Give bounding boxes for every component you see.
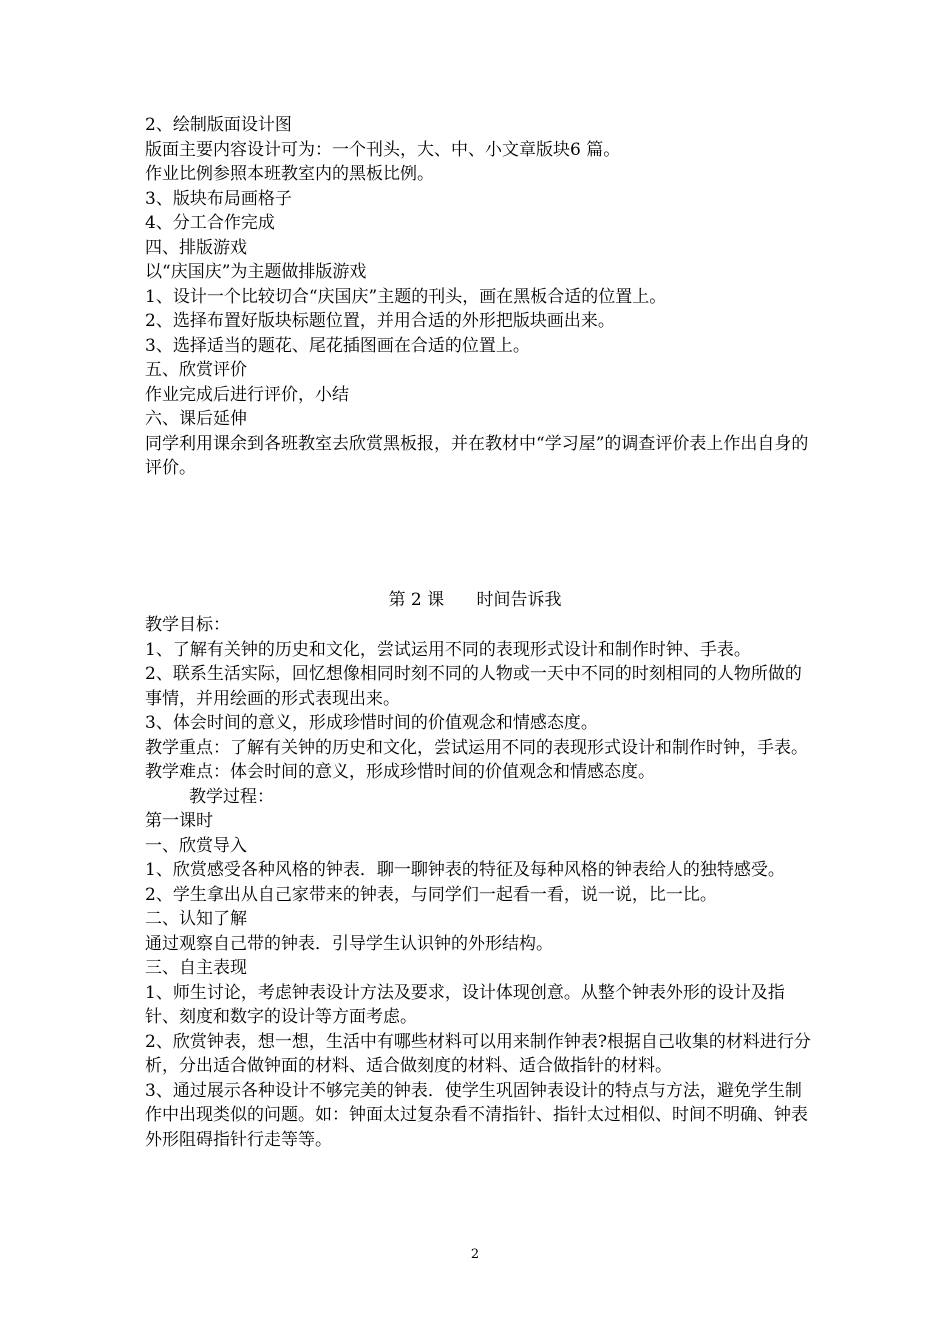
heading-appreciation-intro: 一、欣赏导入 bbox=[145, 835, 247, 856]
paragraph: 3、版块布局画格子 bbox=[145, 188, 292, 209]
paragraph: 1、师生讨论，考虑钟表设计方法及要求，设计体现创意。从整个钟表外形的设计及指针、刻度和数字的设计等方面考虑。 bbox=[145, 982, 785, 1027]
paragraph: 2、学生拿出从自己家带来的钟表，与同学们一起看一看，说一说，比一比。 bbox=[145, 884, 717, 905]
heading-extension: 六、课后延伸 bbox=[145, 409, 247, 429]
heading-teaching-process: 教学过程： bbox=[189, 786, 274, 807]
paragraph: 2、联系生活实际，回忆想像相同时刻不同的人物或一天中不同的时刻相同的人物所做的事情，并用绘画的形式表现出来。 bbox=[145, 664, 802, 709]
paragraph: 作业完成后进行评价，小结 bbox=[145, 384, 349, 405]
paragraph-difficulties: 教学难点：体会时间的意义，形成珍惜时间的价值观念和情感态度。 bbox=[145, 762, 655, 782]
lesson-title: 第 2 课 时间告诉我 bbox=[388, 590, 562, 610]
heading-cognition: 二、认知了解 bbox=[145, 909, 247, 929]
paragraph: 2、欣赏钟表，想一想，生活中有哪些材料可以用来制作钟表?根据自己收集的材料进行分析，分出适合做钟面的材料、适合做刻度的材料、适合做指针的材料。 bbox=[145, 1031, 811, 1076]
page-number: 2 bbox=[470, 1247, 480, 1262]
paragraph: 2、绘制版面设计图 bbox=[145, 115, 292, 135]
section-lesson2 bbox=[145, 613, 813, 1152]
section-lesson1-continued bbox=[145, 113, 813, 481]
heading-evaluation: 五、欣赏评价 bbox=[145, 360, 247, 380]
paragraph: 2、选择布置好版块标题位置，并用合适的外形把版块画出来。 bbox=[145, 311, 615, 331]
paragraph: 1、设计一个比较切合“庆国庆”主题的刊头，画在黑板合适的位置上。 bbox=[145, 286, 667, 307]
paragraph-key-points: 教学重点：了解有关钟的历史和文化，尝试运用不同的表现形式设计和制作时钟，手表。 bbox=[145, 737, 808, 758]
heading-self-expression: 三、自主表现 bbox=[145, 958, 247, 978]
paragraph: 1、欣赏感受各种风格的钟表．聊一聊钟表的特征及每种风格的钟表给人的独特感受。 bbox=[145, 860, 785, 880]
paragraph: 以“庆国庆”为主题做排版游戏 bbox=[145, 262, 367, 282]
heading-first-period: 第一课时 bbox=[145, 811, 213, 831]
paragraph: 3、选择适当的题花、尾花插图画在合适的位置上。 bbox=[145, 335, 530, 356]
paragraph: 作业比例参照本班教室内的黑板比例。 bbox=[145, 164, 434, 184]
paragraph: 同学利用课余到各班教室去欣赏黑板报，并在教材中“学习屋”的调查评价表上作出自身的评价。 bbox=[145, 433, 809, 478]
paragraph: 3、体会时间的意义，形成珍惜时间的价值观念和情感态度。 bbox=[145, 713, 598, 733]
paragraph: 1、了解有关钟的历史和文化，尝试运用不同的表现形式设计和制作时钟、手表。 bbox=[145, 639, 751, 660]
paragraph: 4、分工合作完成 bbox=[145, 213, 275, 233]
heading-typesetting-game: 四、排版游戏 bbox=[145, 237, 247, 258]
paragraph: 3、通过展示各种设计不够完美的钟表．使学生巩固钟表设计的特点与方法，避免学生制作中出现类似的问题。如：钟面太过复杂看不清指针、指针太过相似、时间不明确、钟表外形阻碍指针行走等等。 bbox=[145, 1080, 808, 1150]
paragraph: 通过观察自己带的钟表．引导学生认识钟的外形结构。 bbox=[145, 933, 553, 954]
paragraph: 版面主要内容设计可为：一个刊头，大、中、小文章版块6 篇。 bbox=[145, 139, 621, 160]
heading-teaching-goals: 教学目标： bbox=[145, 615, 230, 635]
